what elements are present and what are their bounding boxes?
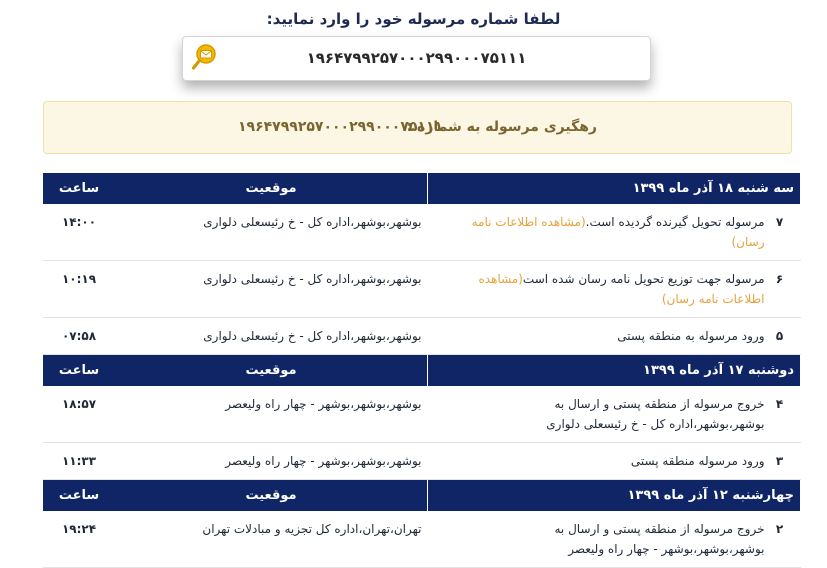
time-column-header: ساعت	[43, 480, 115, 512]
event-number: ۲	[775, 522, 784, 536]
event-row	[43, 386, 801, 443]
time-column-header: ساعت	[43, 173, 115, 204]
event-row	[43, 511, 801, 568]
event-description: خروج مرسوله از منطقه پستی و ارسال به بوشهر،بوشهر،اداره کل - خ رئیسعلی دلواری	[546, 397, 765, 431]
event-row	[43, 443, 801, 480]
event-description: خروج مرسوله از منطقه پستی و ارسال به بوشهر،بوشهر،بوشهر - چهار راه ولیعصر	[554, 522, 765, 556]
carrier-info-link[interactable]: (مشاهده اطلاعات نامه رسان)	[478, 272, 765, 306]
carrier-info-link[interactable]: (مشاهده اطلاعات نامه رسان)	[471, 215, 765, 249]
event-cell	[428, 318, 801, 355]
event-location: بوشهر،بوشهر،بوشهر - چهار راه ولیعصر	[115, 386, 428, 443]
event-cell	[428, 261, 801, 318]
event-description: ورود مرسوله به منطقه پستی	[617, 329, 765, 343]
event-cell	[428, 204, 801, 261]
event-description-block	[434, 212, 765, 252]
date-header: دوشنبه ۱۷ آذر ماه ۱۳۹۹	[428, 355, 801, 387]
banner-number: ۱۹۶۴۷۹۹۲۵۷۰۰۰۲۹۹۰۰۰۷۵۱۱۱	[238, 119, 444, 135]
date-header-row	[43, 355, 801, 387]
banner-label: رهگیری مرسوله به شماره :	[406, 119, 597, 135]
date-header-row	[43, 480, 801, 512]
event-description: مرسوله جهت توزیع تحویل نامه رسان شده است	[522, 272, 765, 286]
date-header: چهارشنبه ۱۲ آذر ماه ۱۳۹۹	[428, 480, 801, 512]
event-location: بوشهر،بوشهر،اداره کل - خ رئیسعلی دلواری	[115, 318, 428, 355]
event-cell	[428, 443, 801, 480]
event-number: ۷	[775, 215, 784, 229]
event-description-block	[434, 519, 765, 559]
event-row	[43, 204, 801, 261]
event-description-block	[434, 451, 765, 471]
event-number: ۵	[775, 329, 784, 343]
date-header-row	[43, 173, 801, 204]
location-column-header: موقعیت	[115, 355, 428, 387]
event-time: ۱۹:۲۴	[43, 511, 115, 568]
event-row	[43, 318, 801, 355]
event-cell	[428, 386, 801, 443]
event-number: ۳	[775, 454, 784, 468]
event-location: تهران،تهران،اداره کل تجزیه و مبادلات تهران	[115, 511, 428, 568]
date-header: سه شنبه ۱۸ آذر ماه ۱۳۹۹	[428, 173, 801, 204]
tracking-banner	[43, 101, 792, 154]
event-location: بوشهر،بوشهر،اداره کل - خ رئیسعلی دلواری	[115, 261, 428, 318]
event-description-block	[434, 326, 765, 346]
location-column-header: موقعیت	[115, 173, 428, 204]
event-description: ورود مرسوله منطقه پستی	[630, 454, 765, 468]
time-column-header: ساعت	[43, 355, 115, 387]
event-time: ۱۴:۰۰	[43, 204, 115, 261]
tracking-number-input[interactable]	[182, 36, 651, 81]
event-time: ۱۱:۳۳	[43, 443, 115, 480]
event-number: ۶	[775, 272, 784, 286]
tracking-number-value: ۱۹۶۴۷۹۹۲۵۷۰۰۰۲۹۹۰۰۰۷۵۱۱۱	[306, 49, 527, 67]
event-description-block	[434, 394, 765, 434]
event-time: ۱۰:۱۹	[43, 261, 115, 318]
tracking-table	[43, 173, 801, 568]
event-number: ۴	[775, 397, 784, 411]
event-location: بوشهر،بوشهر،اداره کل - خ رئیسعلی دلواری	[115, 204, 428, 261]
event-time: ۱۸:۵۷	[43, 386, 115, 443]
event-row	[43, 261, 801, 318]
event-cell	[428, 511, 801, 568]
event-time: ۰۷:۵۸	[43, 318, 115, 355]
event-description-block	[434, 269, 765, 309]
location-column-header: موقعیت	[115, 480, 428, 512]
event-location: بوشهر،بوشهر،بوشهر - چهار راه ولیعصر	[115, 443, 428, 480]
event-description: مرسوله تحویل گیرنده گردیده است.	[585, 215, 765, 229]
page-prompt: لطفا شماره مرسوله خود را وارد نمایید:	[266, 10, 561, 28]
